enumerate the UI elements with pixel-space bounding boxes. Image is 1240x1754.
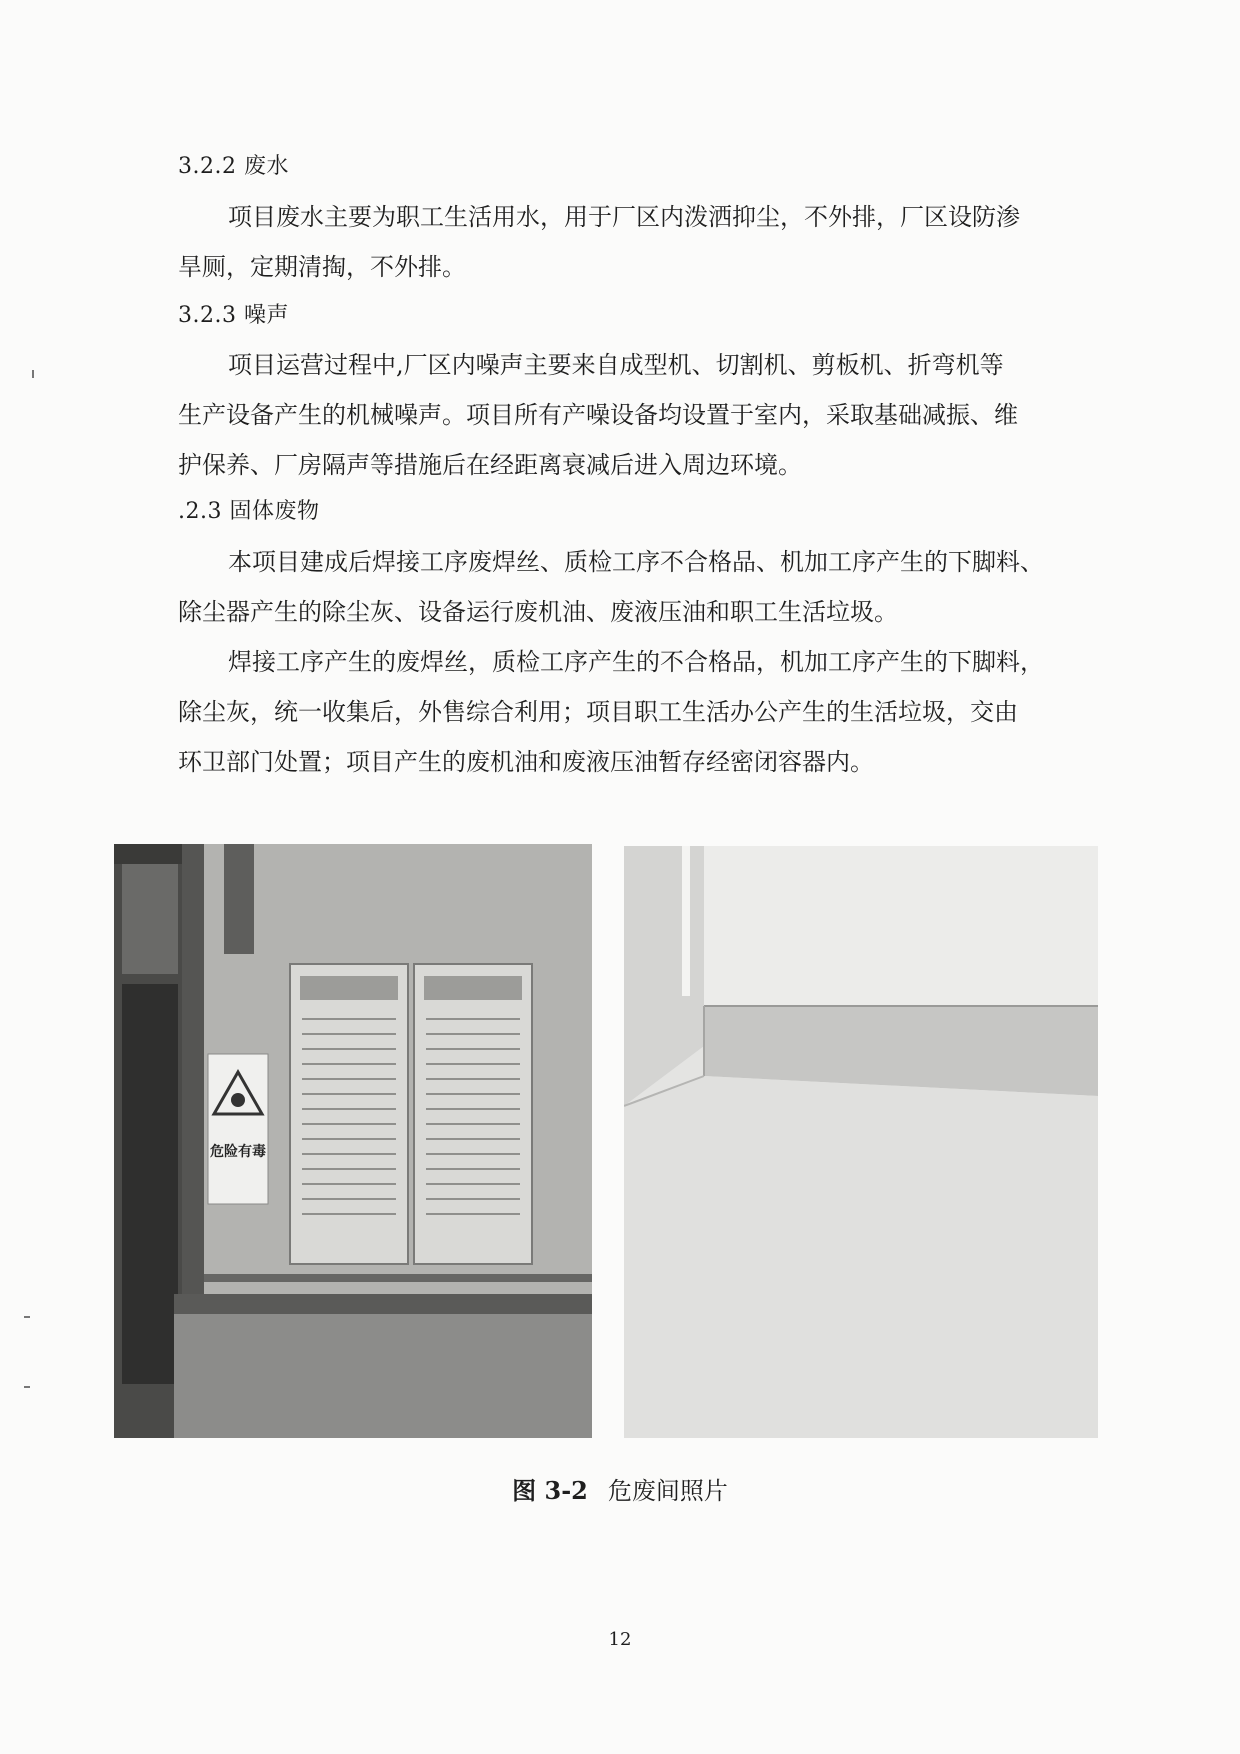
- paragraph-line: 生产设备产生的机械噪声。项目所有产噪设备均设置于室内，采取基础减振、维: [178, 401, 1018, 429]
- solid-waste-paragraph-1: [178, 537, 1058, 637]
- paragraph-line: 旱厕，定期清掏，不外排。: [178, 253, 466, 281]
- hazard-sign-label: 危险有毒: [210, 1144, 266, 1160]
- section-heading-noise: 3.2.3 噪声: [178, 303, 289, 328]
- figure-title: 危废间照片: [607, 1477, 728, 1505]
- paragraph-line: 焊接工序产生的废焊丝，质检工序产生的不合格品，机加工序产生的下脚料，: [228, 648, 1044, 676]
- photo-hazardous-waste-room-interior: [624, 846, 1098, 1438]
- figure-caption: [0, 1474, 1240, 1508]
- section-heading-wastewater: 3.2.2 废水: [178, 154, 289, 179]
- scan-edge-mark: [24, 1316, 30, 1318]
- scan-edge-mark: [32, 370, 34, 378]
- noise-paragraph: [178, 340, 1058, 490]
- paragraph-line: 护保养、厂房隔声等措施后在经距离衰减后进入周边环境。: [178, 451, 802, 479]
- paragraph-line: 项目废水主要为职工生活用水，用于厂区内泼洒抑尘，不外排，厂区设防渗: [228, 203, 1020, 231]
- paragraph-line: 除尘器产生的除尘灰、设备运行废机油、废液压油和职工生活垃圾。: [178, 598, 898, 626]
- figure-number: 图 3-2: [512, 1476, 588, 1505]
- paragraph-line: 本项目建成后焊接工序废焊丝、质检工序不合格品、机加工序产生的下脚料、: [228, 548, 1044, 576]
- wastewater-paragraph: [178, 192, 1058, 292]
- solid-waste-paragraph-2: [178, 637, 1058, 787]
- paragraph-line: 项目运营过程中,厂区内噪声主要来自成型机、切割机、剪板机、折弯机等: [228, 351, 1004, 379]
- photo-left-illustration: [114, 844, 592, 1438]
- paragraph-line: 环卫部门处置；项目产生的废机油和废液压油暂存经密闭容器内。: [178, 748, 874, 776]
- page-number: 12: [608, 1629, 632, 1650]
- photo-hazardous-waste-room-exterior: [114, 844, 592, 1438]
- paragraph-line: 除尘灰，统一收集后，外售综合利用；项目职工生活办公产生的生活垃圾，交由: [178, 698, 1018, 726]
- section-heading-solid-waste: .2.3 固体废物: [178, 499, 320, 524]
- photo-right-illustration: [624, 846, 1098, 1438]
- scan-edge-mark: [24, 1386, 30, 1388]
